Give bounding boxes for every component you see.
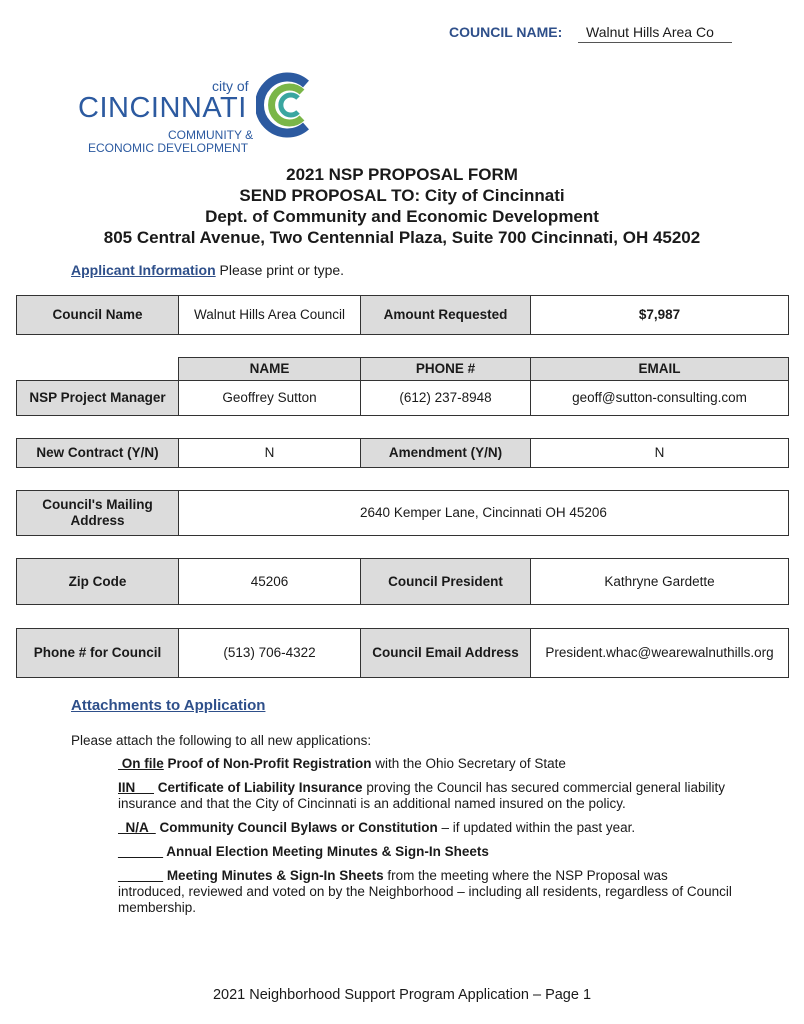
- address-line: 805 Central Avenue, Two Centennial Plaza, Suite 700 Cincinnati, OH 45202: [103, 228, 701, 247]
- applicant-info-instruction: Please print or type.: [215, 262, 345, 278]
- council-email-input[interactable]: President.whac@wearewalnuthills.org: [530, 628, 789, 678]
- attachment-title-3: Community Council Bylaws or Constitution: [155, 820, 438, 835]
- attachment-item-2: [118, 780, 738, 812]
- amount-requested-input[interactable]: $7,987: [530, 295, 789, 335]
- council-president-input[interactable]: Kathryne Gardette: [530, 558, 789, 605]
- attachment-mark-1[interactable]: On file: [118, 756, 164, 771]
- attachment-title-1: Proof of Non-Profit Registration: [163, 756, 372, 771]
- council-phone-input[interactable]: (513) 706-4322: [178, 628, 361, 678]
- attachment-title-5: Meeting Minutes & Sign-In Sheets: [163, 868, 384, 883]
- council-email-label: Council Email Address: [360, 628, 531, 678]
- city-logo: [78, 70, 338, 160]
- logo-subtitle-1: COMMUNITY &: [168, 128, 254, 142]
- attachment-item-5: [118, 868, 738, 916]
- project-manager-label: NSP Project Manager: [16, 380, 179, 416]
- logo-city-of: city of: [212, 78, 249, 94]
- council-name-label: COUNCIL NAME:: [449, 24, 563, 40]
- attachment-mark-4[interactable]: ______: [118, 844, 164, 859]
- amendment-label: Amendment (Y/N): [360, 438, 531, 468]
- council-phone-label: Phone # for Council: [16, 628, 179, 678]
- council-president-label: Council President: [360, 558, 531, 605]
- logo-cincinnati: CINCINNATI: [78, 92, 247, 124]
- attachments-intro: Please attach the following to all new applications:: [71, 733, 372, 748]
- zip-code-input[interactable]: 45206: [178, 558, 361, 605]
- attachment-item-3: [118, 820, 738, 836]
- phone-column-header: PHONE #: [360, 357, 531, 381]
- new-contract-input[interactable]: N: [178, 438, 361, 468]
- mailing-address-input[interactable]: 2640 Kemper Lane, Cincinnati OH 45206: [178, 490, 789, 536]
- project-manager-email[interactable]: geoff@sutton-consulting.com: [530, 380, 789, 416]
- council-name-cell-label: Council Name: [16, 295, 179, 335]
- page-footer: 2021 Neighborhood Support Program Application – Page 1: [212, 987, 592, 1003]
- attachment-mark-2[interactable]: IIN: [118, 780, 155, 795]
- attachment-desc-3: – if updated within the past year.: [437, 820, 636, 835]
- name-column-header: NAME: [178, 357, 361, 381]
- applicant-info-heading: [71, 262, 344, 278]
- attachment-desc-2: proving the Council has secured commercial general liability insurance and that the City of Cincinnati is an additional named insured on the policy.: [118, 780, 726, 811]
- zip-code-label: Zip Code: [16, 558, 179, 605]
- mailing-address-label: Council's Mailing Address: [16, 490, 179, 536]
- new-contract-label: New Contract (Y/N): [16, 438, 179, 468]
- attachment-item-1: [118, 756, 738, 772]
- attachment-desc-5: from the meeting where the NSP Proposal was introduced, reviewed and voted on by the Neighborhood – including all residents, regardless of Council membership.: [118, 868, 732, 915]
- attachment-desc-1: with the Ohio Secretary of State: [371, 756, 566, 771]
- form-title: 2021 NSP PROPOSAL FORM: [286, 165, 518, 184]
- applicant-info-link: Applicant Information: [71, 262, 216, 278]
- amendment-input[interactable]: N: [530, 438, 789, 468]
- council-name-input[interactable]: Walnut Hills Area Council: [178, 295, 361, 335]
- project-manager-phone[interactable]: (612) 237-8948: [360, 380, 531, 416]
- attachment-title-2: Certificate of Liability Insurance: [154, 780, 363, 795]
- amount-requested-label: Amount Requested: [360, 295, 531, 335]
- project-manager-name[interactable]: Geoffrey Sutton: [178, 380, 361, 416]
- department-line: Dept. of Community and Economic Development: [205, 207, 599, 226]
- council-name-field[interactable]: Walnut Hills Area Co: [578, 19, 732, 43]
- attachment-title-4: Annual Election Meeting Minutes & Sign-In Sheets: [163, 844, 489, 859]
- logo-c-mark-icon: [256, 70, 326, 140]
- attachment-mark-5[interactable]: ______: [118, 868, 164, 883]
- attachment-item-4: [118, 844, 738, 860]
- attachment-mark-3[interactable]: N/A: [118, 820, 156, 835]
- email-column-header: EMAIL: [530, 357, 789, 381]
- logo-subtitle-2: ECONOMIC DEVELOPMENT: [88, 141, 249, 155]
- attachments-heading: Attachments to Application: [71, 697, 266, 714]
- send-to-line: SEND PROPOSAL TO: City of Cincinnati: [239, 186, 565, 205]
